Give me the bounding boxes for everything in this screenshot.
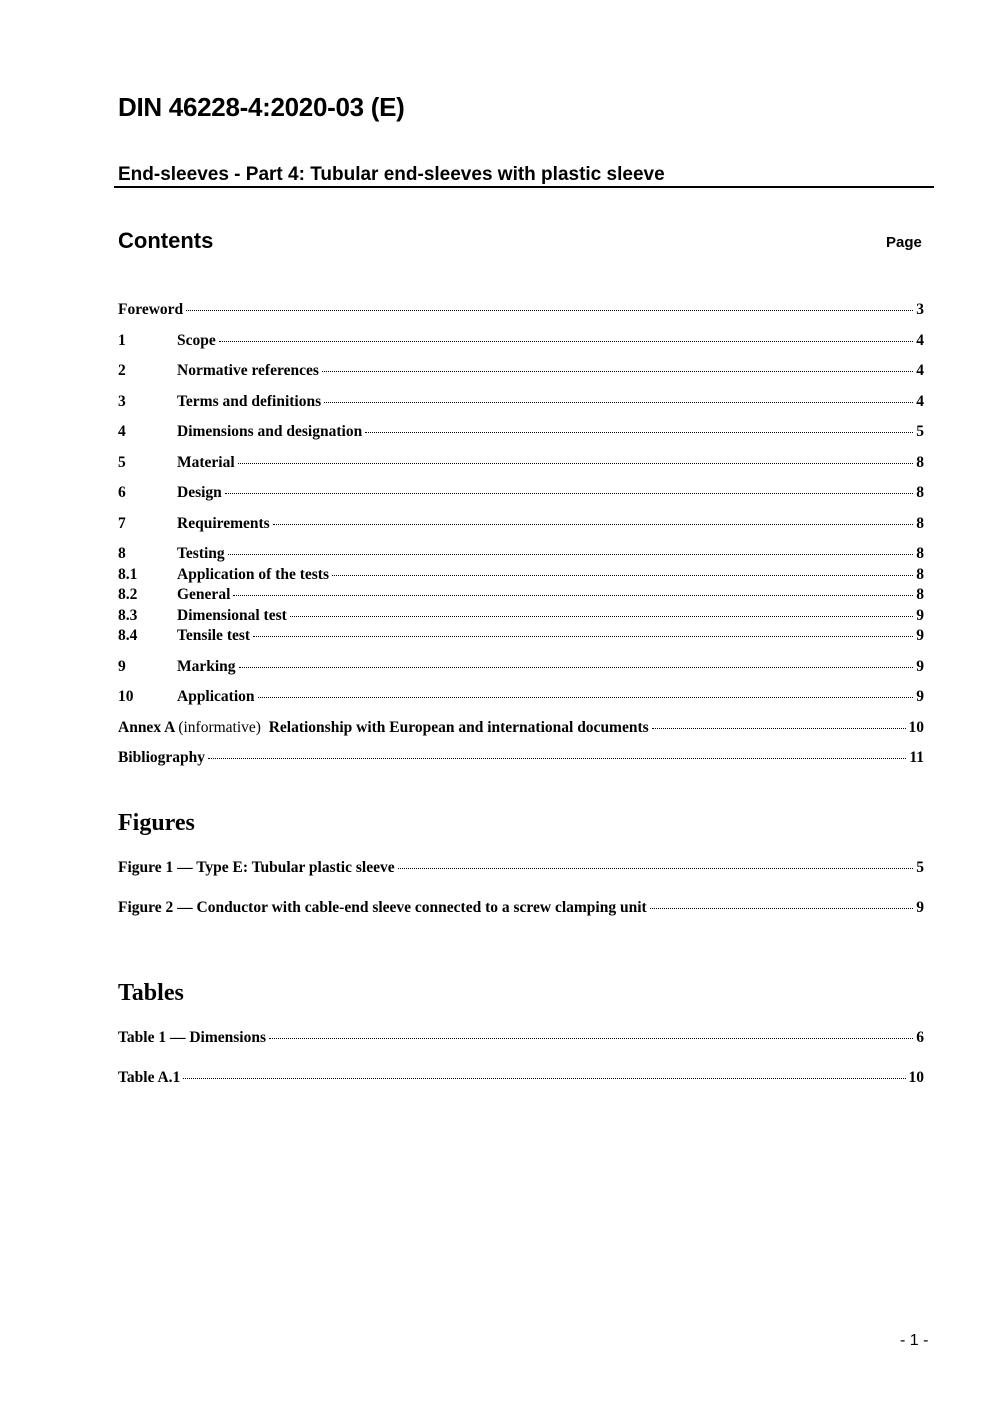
toc-entry-label: Dimensional test xyxy=(177,607,287,624)
leader-dots xyxy=(258,697,914,698)
toc-entry-page: 4 xyxy=(916,393,924,410)
toc-entry-page: 4 xyxy=(916,362,924,379)
toc-entry-label: General xyxy=(177,586,231,603)
toc-entry-number: 6 xyxy=(118,484,126,501)
figures-heading: Figures xyxy=(118,810,195,836)
toc-entry-page: 8 xyxy=(916,454,924,471)
toc-entry-label: Testing xyxy=(177,545,225,562)
toc-entry-page: 8 xyxy=(916,545,924,562)
toc-entry-tensile-test[interactable] xyxy=(118,627,924,647)
title-rule xyxy=(114,186,934,188)
toc-entry-page: 11 xyxy=(909,749,924,766)
toc-entry-label: Foreword xyxy=(118,301,184,318)
toc-entry-normative-references[interactable] xyxy=(118,362,924,382)
tables-heading: Tables xyxy=(118,980,184,1006)
toc-entry-number: 5 xyxy=(118,454,126,471)
toc-entry-page: 3 xyxy=(916,301,924,318)
toc-entry-page: 9 xyxy=(916,658,924,675)
toc-entry-material[interactable] xyxy=(118,454,924,474)
toc-entry-testing[interactable] xyxy=(118,545,924,565)
leader-dots xyxy=(332,575,913,576)
toc-entry-dimensions-designation[interactable] xyxy=(118,423,924,443)
table-entry-page: 10 xyxy=(908,1069,924,1086)
toc-entry-application-of-tests[interactable] xyxy=(118,566,924,586)
toc-entry-number: 4 xyxy=(118,423,126,440)
leader-dots xyxy=(365,432,913,433)
toc-entry-page: 8 xyxy=(916,484,924,501)
toc-entry-label: Application xyxy=(177,688,255,705)
toc-entry-page: 8 xyxy=(916,566,924,583)
toc-entry-label: Application of the tests xyxy=(177,566,329,583)
toc-entry-page: 4 xyxy=(916,332,924,349)
leader-dots xyxy=(239,667,914,668)
toc-entry-dimensional-test[interactable] xyxy=(118,607,924,627)
annex-prefix: Annex A xyxy=(118,719,179,736)
toc-entry-number: 3 xyxy=(118,393,126,410)
figure-entry-1[interactable] xyxy=(118,859,924,879)
toc-entry-label xyxy=(118,719,649,737)
document-id: DIN 46228-4:2020-03 (E) xyxy=(118,92,405,122)
leader-dots xyxy=(273,524,914,525)
toc-entry-page: 5 xyxy=(916,423,924,440)
toc-entry-bibliography[interactable] xyxy=(118,749,924,769)
figure-entry-page: 9 xyxy=(916,899,924,916)
leader-dots xyxy=(219,341,914,342)
toc-entry-application[interactable] xyxy=(118,688,924,708)
table-entry-label: Table A.1 xyxy=(118,1069,181,1086)
toc-entry-page: 8 xyxy=(916,515,924,532)
page-column-label: Page xyxy=(886,234,922,251)
figure-entry-label: Figure 2 — Conductor with cable-end sleeve connected to a screw clamping unit xyxy=(118,899,647,916)
toc-entry-page: 9 xyxy=(916,627,924,644)
toc-entry-terms-definitions[interactable] xyxy=(118,393,924,413)
leader-dots xyxy=(208,758,906,759)
leader-dots xyxy=(398,868,914,869)
toc-entry-label: Marking xyxy=(177,658,236,675)
toc-entry-annex-a[interactable] xyxy=(118,719,924,739)
annex-informative-tag: (informative) xyxy=(178,719,261,736)
toc-entry-page: 9 xyxy=(916,607,924,624)
contents-heading: Contents xyxy=(118,228,214,253)
leader-dots xyxy=(269,1038,913,1039)
leader-dots xyxy=(228,554,914,555)
table-entry-label: Table 1 — Dimensions xyxy=(118,1029,266,1046)
footer-page-number: - 1 - xyxy=(900,1332,929,1349)
leader-dots xyxy=(225,493,913,494)
toc-entry-number: 2 xyxy=(118,362,126,379)
toc-entry-label: Tensile test xyxy=(177,627,251,644)
leader-dots xyxy=(290,616,913,617)
toc-entry-number: 1 xyxy=(118,332,126,349)
toc-entry-number: 8 xyxy=(118,545,126,562)
table-entry-1[interactable] xyxy=(118,1029,924,1049)
toc-entry-label: Material xyxy=(177,454,235,471)
toc-entry-page: 8 xyxy=(916,586,924,603)
toc-entry-number: 7 xyxy=(118,515,126,532)
toc-entry-number: 8.4 xyxy=(118,627,138,644)
document-title: End-sleeves - Part 4: Tubular end-sleeves with plastic sleeve xyxy=(118,164,665,185)
table-entry-a1[interactable] xyxy=(118,1069,924,1089)
leader-dots xyxy=(253,636,913,637)
toc-entry-marking[interactable] xyxy=(118,658,924,678)
toc-entry-label: Requirements xyxy=(177,515,270,532)
toc-entry-foreword[interactable] xyxy=(118,301,924,321)
toc-entry-page: 10 xyxy=(908,719,924,736)
leader-dots xyxy=(322,371,913,372)
toc-entry-label: Bibliography xyxy=(118,749,205,766)
leader-dots xyxy=(238,463,914,464)
figure-entry-label: Figure 1 — Type E: Tubular plastic sleeve xyxy=(118,859,395,876)
toc-entry-label: Scope xyxy=(177,332,216,349)
figure-entry-2[interactable] xyxy=(118,899,924,919)
toc-entry-label: Design xyxy=(177,484,222,501)
toc-entry-general[interactable] xyxy=(118,586,924,606)
toc-entry-label: Terms and definitions xyxy=(177,393,322,410)
toc-entry-number: 8.2 xyxy=(118,586,138,603)
toc-entry-label: Dimensions and designation xyxy=(177,423,363,440)
leader-dots xyxy=(652,728,906,729)
toc-entry-number: 8.3 xyxy=(118,607,138,624)
annex-title: Relationship with European and international documents xyxy=(260,719,649,736)
leader-dots xyxy=(650,908,914,909)
toc-entry-number: 10 xyxy=(118,688,134,705)
toc-entry-design[interactable] xyxy=(118,484,924,504)
toc-entry-number: 8.1 xyxy=(118,566,138,583)
leader-dots xyxy=(183,1078,905,1079)
table-entry-page: 6 xyxy=(916,1029,924,1046)
toc-entry-requirements[interactable] xyxy=(118,515,924,535)
toc-entry-number: 9 xyxy=(118,658,126,675)
leader-dots xyxy=(324,402,913,403)
toc-entry-scope[interactable] xyxy=(118,332,924,352)
leader-dots xyxy=(233,595,913,596)
figure-entry-page: 5 xyxy=(916,859,924,876)
leader-dots xyxy=(186,310,913,311)
toc-entry-label: Normative references xyxy=(177,362,319,379)
toc-entry-page: 9 xyxy=(916,688,924,705)
